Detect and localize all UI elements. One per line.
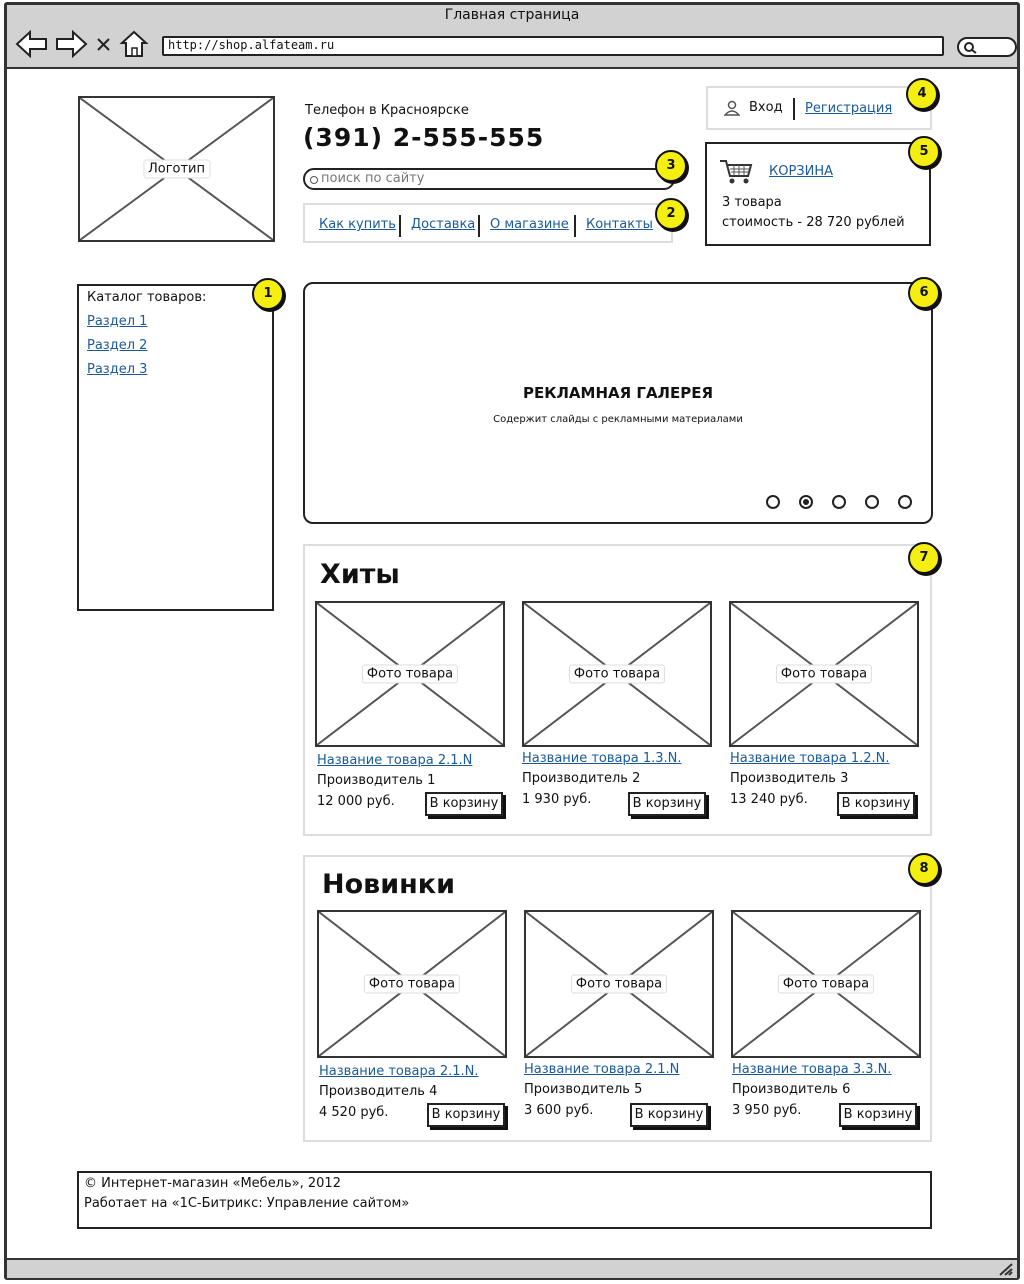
user-icon: [724, 100, 740, 116]
product-photo[interactable]: [522, 601, 712, 747]
auth-separator: [793, 98, 795, 120]
catalog-sidebar: [77, 284, 274, 611]
product-photo[interactable]: [317, 910, 507, 1058]
menu-about[interactable]: О магазине: [490, 217, 569, 232]
annotation-badge-5: 5: [908, 136, 940, 168]
footer-powered-by: Работает на «1С-Битрикс: Управление сайтом»: [84, 1196, 410, 1211]
product-maker: Производитель 6: [732, 1082, 851, 1097]
magnifier-icon: [963, 41, 977, 54]
product-photo-label: Фото товара: [362, 665, 458, 684]
product-price: 12 000 руб.: [317, 794, 395, 809]
slide-dot-1[interactable]: [766, 495, 780, 509]
add-to-cart-button[interactable]: В корзину: [837, 792, 915, 816]
slide-dot-3[interactable]: [832, 495, 846, 509]
menu-separator: [478, 215, 480, 237]
add-to-cart-button[interactable]: В корзину: [630, 1103, 708, 1127]
product-price: 1 930 руб.: [522, 792, 592, 807]
catalog-section-3[interactable]: Раздел 3: [87, 362, 148, 377]
phone-label: Телефон в Красноярске: [305, 103, 469, 118]
product-photo-label: Фото товара: [571, 975, 667, 994]
add-to-cart-button[interactable]: В корзину: [427, 1103, 505, 1127]
annotation-badge-8: 8: [908, 853, 940, 885]
menu-how-to-buy[interactable]: Как купить: [319, 217, 396, 232]
product-name[interactable]: Название товара 2.1.N: [524, 1062, 680, 1077]
add-to-cart-button[interactable]: В корзину: [425, 792, 503, 816]
slide-dot-4[interactable]: [865, 495, 879, 509]
promo-gallery[interactable]: [303, 282, 933, 524]
annotation-badge-6: 6: [908, 277, 940, 309]
product-price: 13 240 руб.: [730, 792, 808, 807]
product-name[interactable]: Название товара 1.3.N.: [522, 751, 682, 766]
annotation-badge-7: 7: [908, 542, 940, 574]
auth-panel: [706, 86, 932, 130]
product-photo[interactable]: [731, 910, 921, 1058]
product-name[interactable]: Название товара 2.1.N.: [319, 1064, 479, 1079]
add-to-cart-button[interactable]: В корзину: [628, 792, 706, 816]
hits-title: Хиты: [320, 559, 400, 590]
phone-number: (391) 2-555-555: [303, 123, 545, 152]
home-icon[interactable]: [119, 29, 149, 59]
site-search-input[interactable]: поиск по сайту: [303, 168, 675, 190]
catalog-section-1[interactable]: Раздел 1: [87, 314, 148, 329]
browser-toolbar: [7, 5, 1017, 69]
back-arrow-icon[interactable]: [15, 29, 49, 59]
product-photo[interactable]: [729, 601, 919, 747]
annotation-badge-3: 3: [655, 150, 687, 182]
product-maker: Производитель 5: [524, 1082, 643, 1097]
annotation-badge-4: 4: [906, 78, 938, 110]
hits-section: [303, 544, 932, 836]
cart-link[interactable]: КОРЗИНА: [769, 164, 834, 179]
product-maker: Производитель 2: [522, 771, 641, 786]
slide-indicators: [305, 284, 931, 522]
product-price: 3 600 руб.: [524, 1103, 594, 1118]
product-photo-label: Фото товара: [776, 665, 872, 684]
product-price: 4 520 руб.: [319, 1105, 389, 1120]
product-photo[interactable]: [315, 601, 505, 747]
product-photo-label: Фото товара: [569, 665, 665, 684]
catalog-title: Каталог товаров:: [87, 290, 207, 305]
catalog-section-2[interactable]: Раздел 2: [87, 338, 148, 353]
register-link[interactable]: Регистрация: [805, 101, 893, 116]
cart-count: 3 товара: [722, 195, 782, 210]
menu-delivery[interactable]: Доставка: [411, 217, 476, 232]
logo-label: Логотип: [143, 160, 210, 179]
slide-dot-5[interactable]: [898, 495, 912, 509]
slide-dot-2[interactable]: [799, 495, 813, 509]
cart-total: стоимость - 28 720 рублей: [722, 215, 905, 230]
shopping-cart-icon[interactable]: [719, 158, 753, 186]
product-maker: Производитель 4: [319, 1084, 438, 1099]
annotation-badge-1: 1: [252, 278, 284, 310]
address-bar[interactable]: http://shop.alfateam.ru: [162, 36, 944, 56]
gallery-subtitle: Содержит слайды с рекламными материалами: [493, 414, 743, 425]
new-arrivals-title: Новинки: [322, 869, 456, 900]
logo-placeholder[interactable]: [78, 96, 275, 242]
product-price: 3 950 руб.: [732, 1103, 802, 1118]
forward-arrow-icon[interactable]: [54, 29, 88, 59]
cart-widget: [705, 142, 931, 246]
menu-contacts[interactable]: Контакты: [586, 217, 653, 232]
login-link[interactable]: Вход: [749, 100, 783, 115]
product-photo-label: Фото товара: [364, 975, 460, 994]
add-to-cart-button[interactable]: В корзину: [839, 1103, 917, 1127]
product-photo[interactable]: [524, 910, 714, 1058]
browser-search-field[interactable]: [957, 37, 1017, 57]
resize-grip-icon[interactable]: [997, 1262, 1013, 1276]
product-photo-label: Фото товара: [778, 975, 874, 994]
product-maker: Производитель 1: [317, 773, 436, 788]
top-menu: [303, 203, 673, 243]
product-name[interactable]: Название товара 3.3.N.: [732, 1062, 892, 1077]
annotation-badge-2: 2: [655, 198, 687, 230]
browser-status-bar: [7, 1258, 1017, 1278]
gallery-title: РЕКЛАМНАЯ ГАЛЕРЕЯ: [522, 384, 714, 402]
product-maker: Производитель 3: [730, 771, 849, 786]
window-title: Главная страница: [444, 7, 580, 23]
new-arrivals-section: [303, 855, 932, 1142]
menu-separator: [574, 215, 576, 237]
stop-icon[interactable]: [93, 29, 115, 59]
footer-copyright: © Интернет-магазин «Мебель», 2012: [84, 1176, 341, 1191]
product-name[interactable]: Название товара 2.1.N: [317, 753, 473, 768]
page-footer: [77, 1171, 932, 1229]
product-name[interactable]: Название товара 1.2.N.: [730, 751, 890, 766]
menu-separator: [399, 215, 401, 237]
